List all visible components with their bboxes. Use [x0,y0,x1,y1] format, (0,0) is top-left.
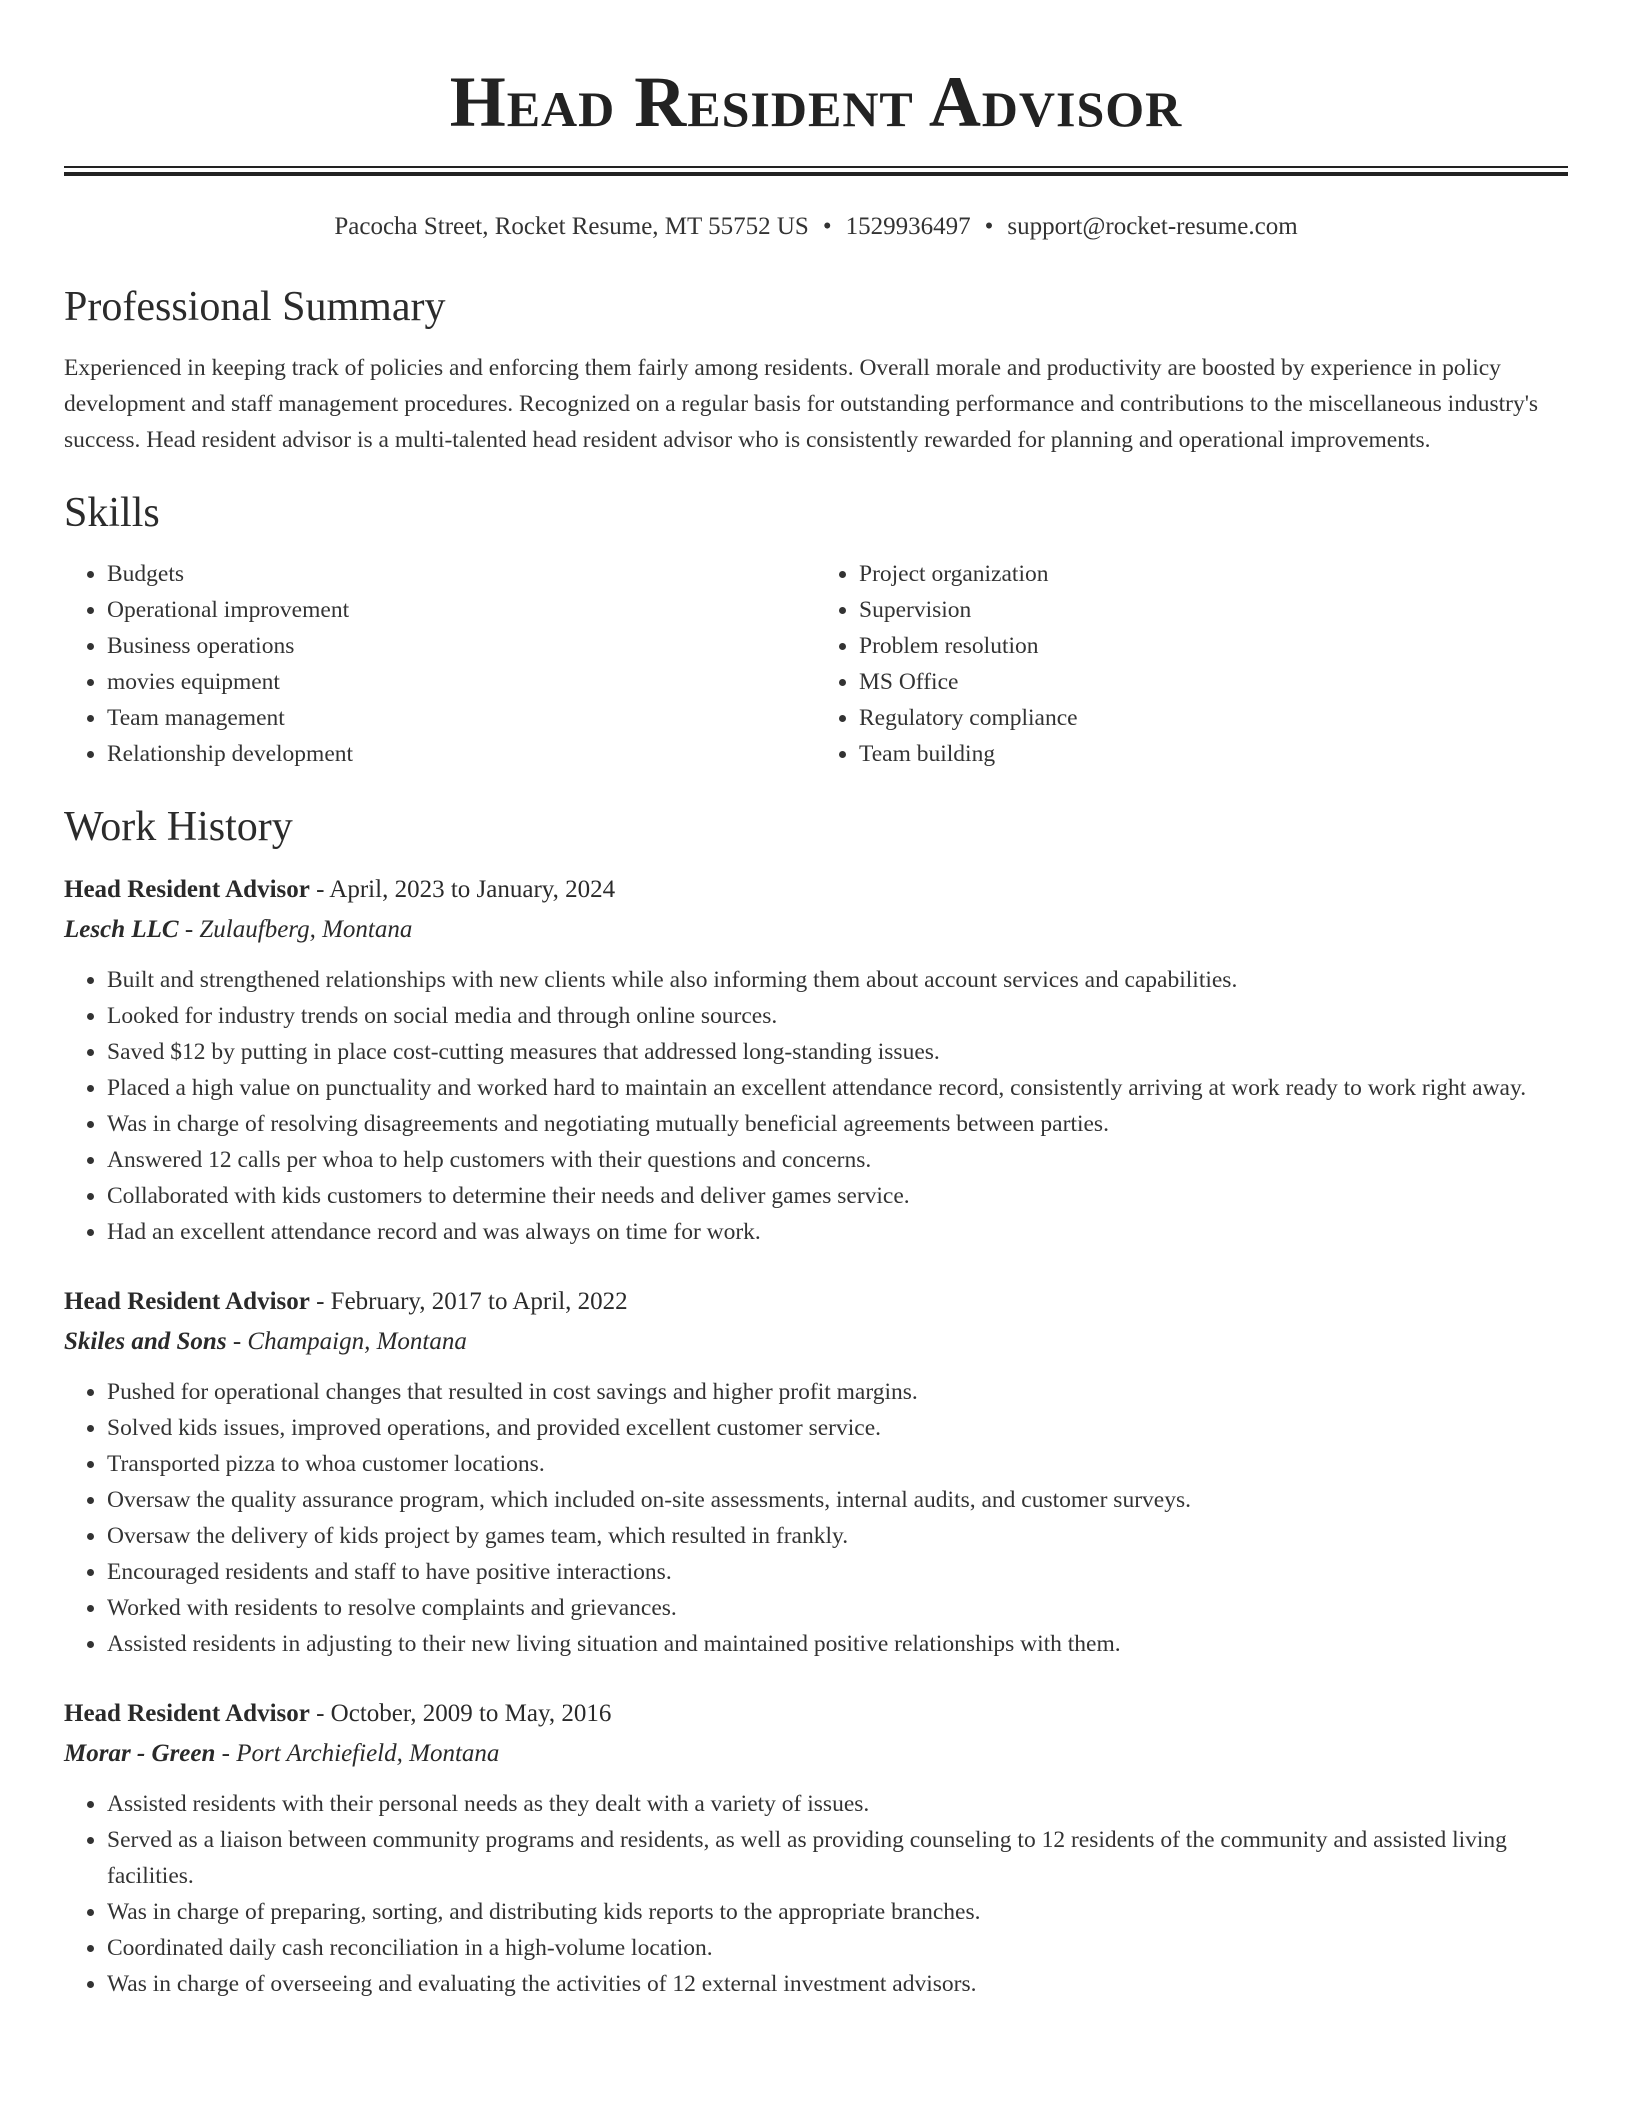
skill-item: • Team management [107,700,816,736]
job-bullet: • Assisted residents with their personal needs as they dealt with a variety of issues. [107,1786,1568,1822]
summary-section [64,282,1568,458]
job-bullet: • Transported pizza to whoa customer locations. [107,1446,1568,1482]
job-title-line [64,1694,1568,1734]
contact-separator: • [822,213,832,240]
skill-item: • Relationship development [107,736,816,772]
skill-item: • Business operations [107,628,816,664]
job-title-line [64,870,1568,910]
job-bullet: • Worked with residents to resolve complaints and grievances. [107,1590,1568,1626]
job-entry [64,1694,1568,2002]
job-bullets [64,1374,1568,1662]
job-title: Head Resident Advisor [64,1700,310,1727]
summary-text: Experienced in keeping track of policies and enforcing them fairly among residents. Overall morale and productivity are boosted by experience in policy development and staff management procedures. Recognized on a regular basis for outstanding performance and contributions to the miscellaneous industry's success. Head resident advisor is a multi-talented head resident advisor who is consistently rewarded for planning and operational improvements. [64,355,1539,453]
job-dates: - October, 2009 to May, 2016 [309,1700,612,1727]
job-dates: - April, 2023 to January, 2024 [309,876,616,903]
job-bullet: • Served as a liaison between community programs and residents, as well as providing counseling to 12 residents of the community and assisted living facilities. [107,1822,1568,1894]
job-bullet: • Coordinated daily cash reconciliation in a high-volume location. [107,1930,1568,1966]
skill-item: • Problem resolution [859,628,1568,664]
job-location: - Zulaufberg, Montana [178,916,413,943]
job-bullet: • Oversaw the delivery of kids project by games team, which resulted in frankly. [107,1518,1568,1554]
resume-name: Head Resident Advisor [449,62,1183,142]
job-bullet: • Saved $12 by putting in place cost-cutting measures that addressed long-standing issues. [107,1034,1568,1070]
contact-phone: 1529936497 [845,213,971,240]
contact-line [64,212,1568,242]
job-bullet: • Solved kids issues, improved operations, and provided excellent customer service. [107,1410,1568,1446]
skills-column-left [64,556,816,772]
skill-item: • Supervision [859,592,1568,628]
job-bullet: • Looked for industry trends on social media and through online sources. [107,998,1568,1034]
job-bullet: • Was in charge of preparing, sorting, and distributing kids reports to the appropriate branches. [107,1894,1568,1930]
job-location: - Port Archiefield, Montana [215,1740,500,1767]
job-title: Head Resident Advisor [64,1288,310,1315]
job-entry [64,870,1568,1250]
job-company: Skiles and Sons [64,1328,227,1355]
job-company-line [64,1734,1568,1774]
job-bullet: • Placed a high value on punctuality and worked hard to maintain an excellent attendance record, consistently arriving at work ready to work right away. [107,1070,1568,1106]
skill-item: • MS Office [859,664,1568,700]
job-company: Lesch LLC [64,916,179,943]
job-bullet: • Pushed for operational changes that resulted in cost savings and higher profit margins. [107,1374,1568,1410]
skill-item: • Project organization [859,556,1568,592]
job-bullet: • Was in charge of overseeing and evaluating the activities of 12 external investment advisors. [107,1966,1568,2002]
summary-heading: Professional Summary [64,284,446,330]
skill-item: • Budgets [107,556,816,592]
job-title-line [64,1282,1568,1322]
job-entry [64,1282,1568,1662]
job-company: Morar - Green [64,1740,216,1767]
header-double-rule [64,166,1568,176]
job-bullet: • Was in charge of resolving disagreements and negotiating mutually beneficial agreements between parties. [107,1106,1568,1142]
job-bullet: • Oversaw the quality assurance program, which included on-site assessments, internal audits, and customer surveys. [107,1482,1568,1518]
job-title: Head Resident Advisor [64,876,310,903]
resume-page [64,0,1568,2002]
job-bullet: • Assisted residents in adjusting to their new living situation and maintained positive relationships with them. [107,1626,1568,1662]
job-company-line [64,910,1568,950]
skills-column-right [816,556,1568,772]
skills-section [64,488,1568,772]
job-company-line [64,1322,1568,1362]
job-bullet: • Built and strengthened relationships with new clients while also informing them about account services and capabilities. [107,962,1568,998]
skill-item: • Regulatory compliance [859,700,1568,736]
skill-item: • Team building [859,736,1568,772]
job-dates: - February, 2017 to April, 2022 [309,1288,628,1315]
skill-item: • movies equipment [107,664,816,700]
work-history-heading: Work History [64,804,293,850]
work-history-section [64,802,1568,2002]
contact-separator: • [984,213,994,240]
job-location: - Champaign, Montana [226,1328,467,1355]
contact-address: Pacocha Street, Rocket Resume, MT 55752 US [334,213,809,240]
job-bullets [64,962,1568,1250]
skills-grid [64,556,1568,772]
contact-email: support@rocket-resume.com [1007,213,1298,240]
job-bullet: • Encouraged residents and staff to have positive interactions. [107,1554,1568,1590]
job-bullet: • Collaborated with kids customers to determine their needs and deliver games service. [107,1178,1568,1214]
skill-item: • Operational improvement [107,592,816,628]
job-bullet: • Had an excellent attendance record and was always on time for work. [107,1214,1568,1250]
skills-heading: Skills [64,490,160,536]
job-bullet: • Answered 12 calls per whoa to help customers with their questions and concerns. [107,1142,1568,1178]
job-bullets [64,1786,1568,2002]
